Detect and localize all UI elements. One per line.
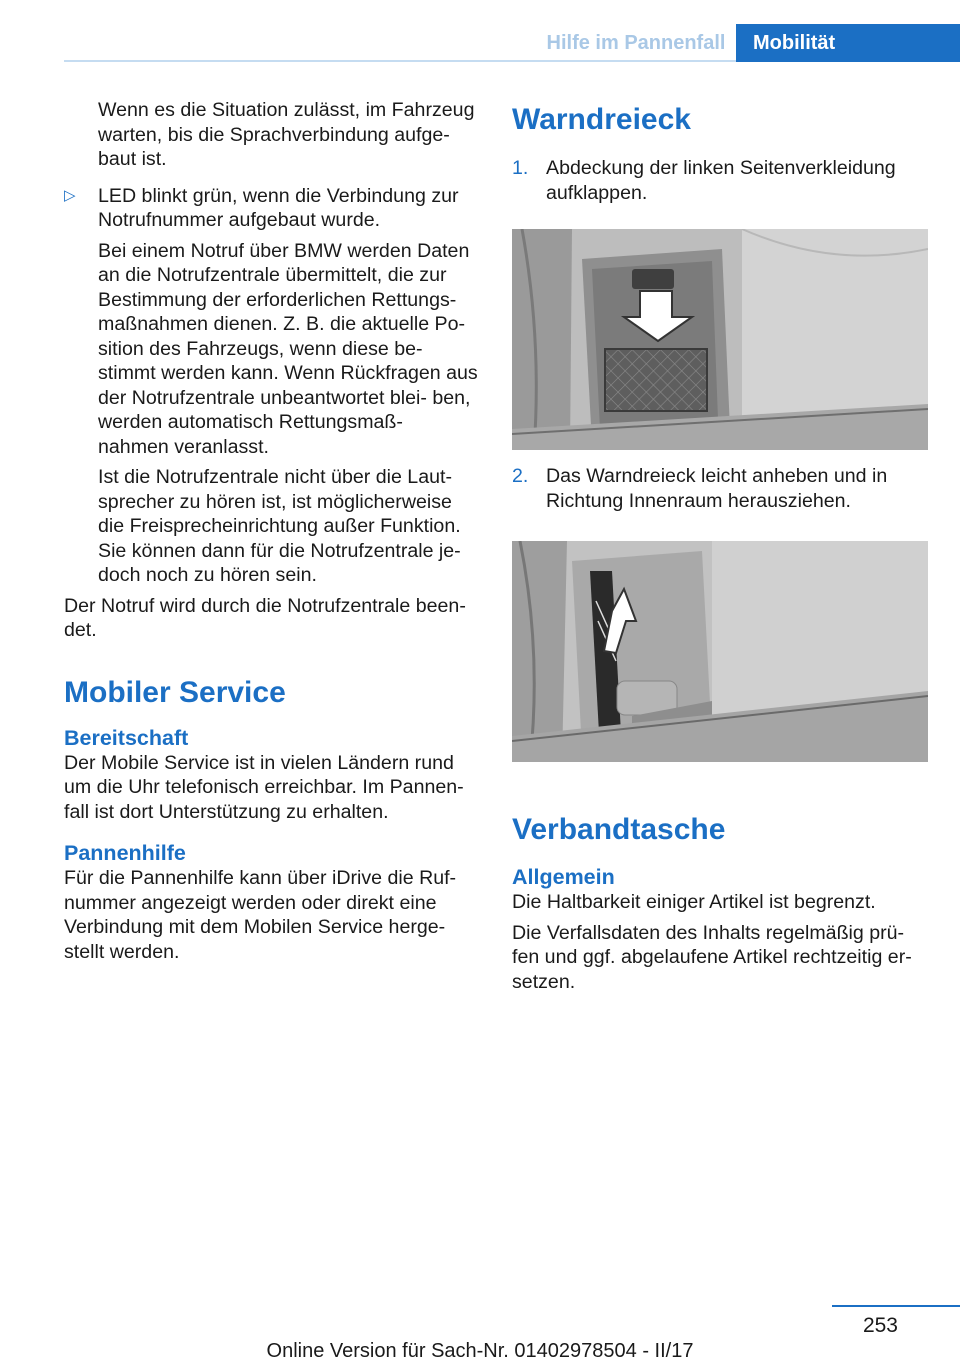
heading-ready: Bereitschaft [64,725,189,750]
page-number: 253 [862,1314,898,1337]
triangle-bullet-icon: ▷ [64,186,76,204]
step-number: 2. [512,465,529,487]
header-section-title: Hilfe im Pannenfall [546,32,726,54]
paragraph-breakdown: Für die Pannenhilfe kann über iDrive die Ruf‐ nummer angezeigt werden oder direkt eine Verbindung mit dem Mobilen Service herge‐ stellt werden. [64,867,457,963]
paragraph-shelf-life: Die Haltbarkeit einiger Artikel ist begrenzt. [512,891,876,913]
step-text: Abdeckung der linken Seitenverkleidung aufklappen. [546,157,896,204]
bullet-text: LED blinkt grün, wenn die Verbindung zur Notrufnummer aufgebaut wurde. [98,184,459,231]
step-text: Das Warndreieck leicht anheben und in Richtung Innenraum herausziehen. [546,465,888,512]
figure-side-panel-cover [512,229,928,450]
paragraph-speaker: Ist die Notrufzentrale nicht über die Laut‐ sprecher zu hören ist, ist möglicherweise die Freisprecheinrichtung außer Funktion. Sie können dann für die Notrufzentrale je‐ doch noch zu hören sein. [98,466,461,586]
paragraph-expiry: Die Verfallsdaten des Inhalts regelmäßig prü‐ fen und ggf. abgelaufene Artikel rechtzeitig er‐ setzen. [512,921,912,993]
paragraph-end: Der Notruf wird durch die Notrufzentrale been‐ det. [64,594,466,641]
footer-version-note: Online Version für Sach-Nr. 01402978504 - II/17 [266,1340,694,1362]
heading-mobile-service: Mobiler Service [64,675,286,709]
bullet-item-led [64,184,478,233]
step-item-1 [512,156,928,205]
heading-general: Allgemein [512,865,615,889]
paragraph-data: Bei einem Notruf über BMW werden Daten an die Notrufzentrale übermittelt, die zur Bestimmung der erforderlichen Rettungs‐ maßnahmen dienen. Z. B. die aktuelle Po‐ sition des Fahrzeugs, wenn diese be‐ stimmt werden kann. Wenn Rückfragen aus der Notrufzentrale unbeantwortet blei‐ ben, werden automatisch Rettungsmaß‐ nahmen veranlasst. [98,239,478,458]
figure-triangle-removal [512,541,928,762]
step-number: 1. [512,157,529,179]
header-chapter-tab: Mobilität [736,24,960,62]
left-column [64,98,478,964]
paragraph-ready: Der Mobile Service ist in vielen Ländern rund um die Uhr telefonisch erreichbar. Im Pannen‐ fall ist dort Unterstützung zu erhalten. [64,751,464,823]
right-column [512,98,928,994]
heading-warning-triangle: Warndreieck [512,103,691,136]
footer-rule [832,1305,960,1307]
heading-first-aid-kit: Verbandtasche [512,813,726,846]
heading-breakdown: Pannenhilfe [64,841,186,865]
step-item-2 [512,464,928,513]
paragraph-wait: Wenn es die Situation zulässt, im Fahrzeug warten, bis die Sprachverbindung aufge‐ baut ist. [98,99,475,170]
